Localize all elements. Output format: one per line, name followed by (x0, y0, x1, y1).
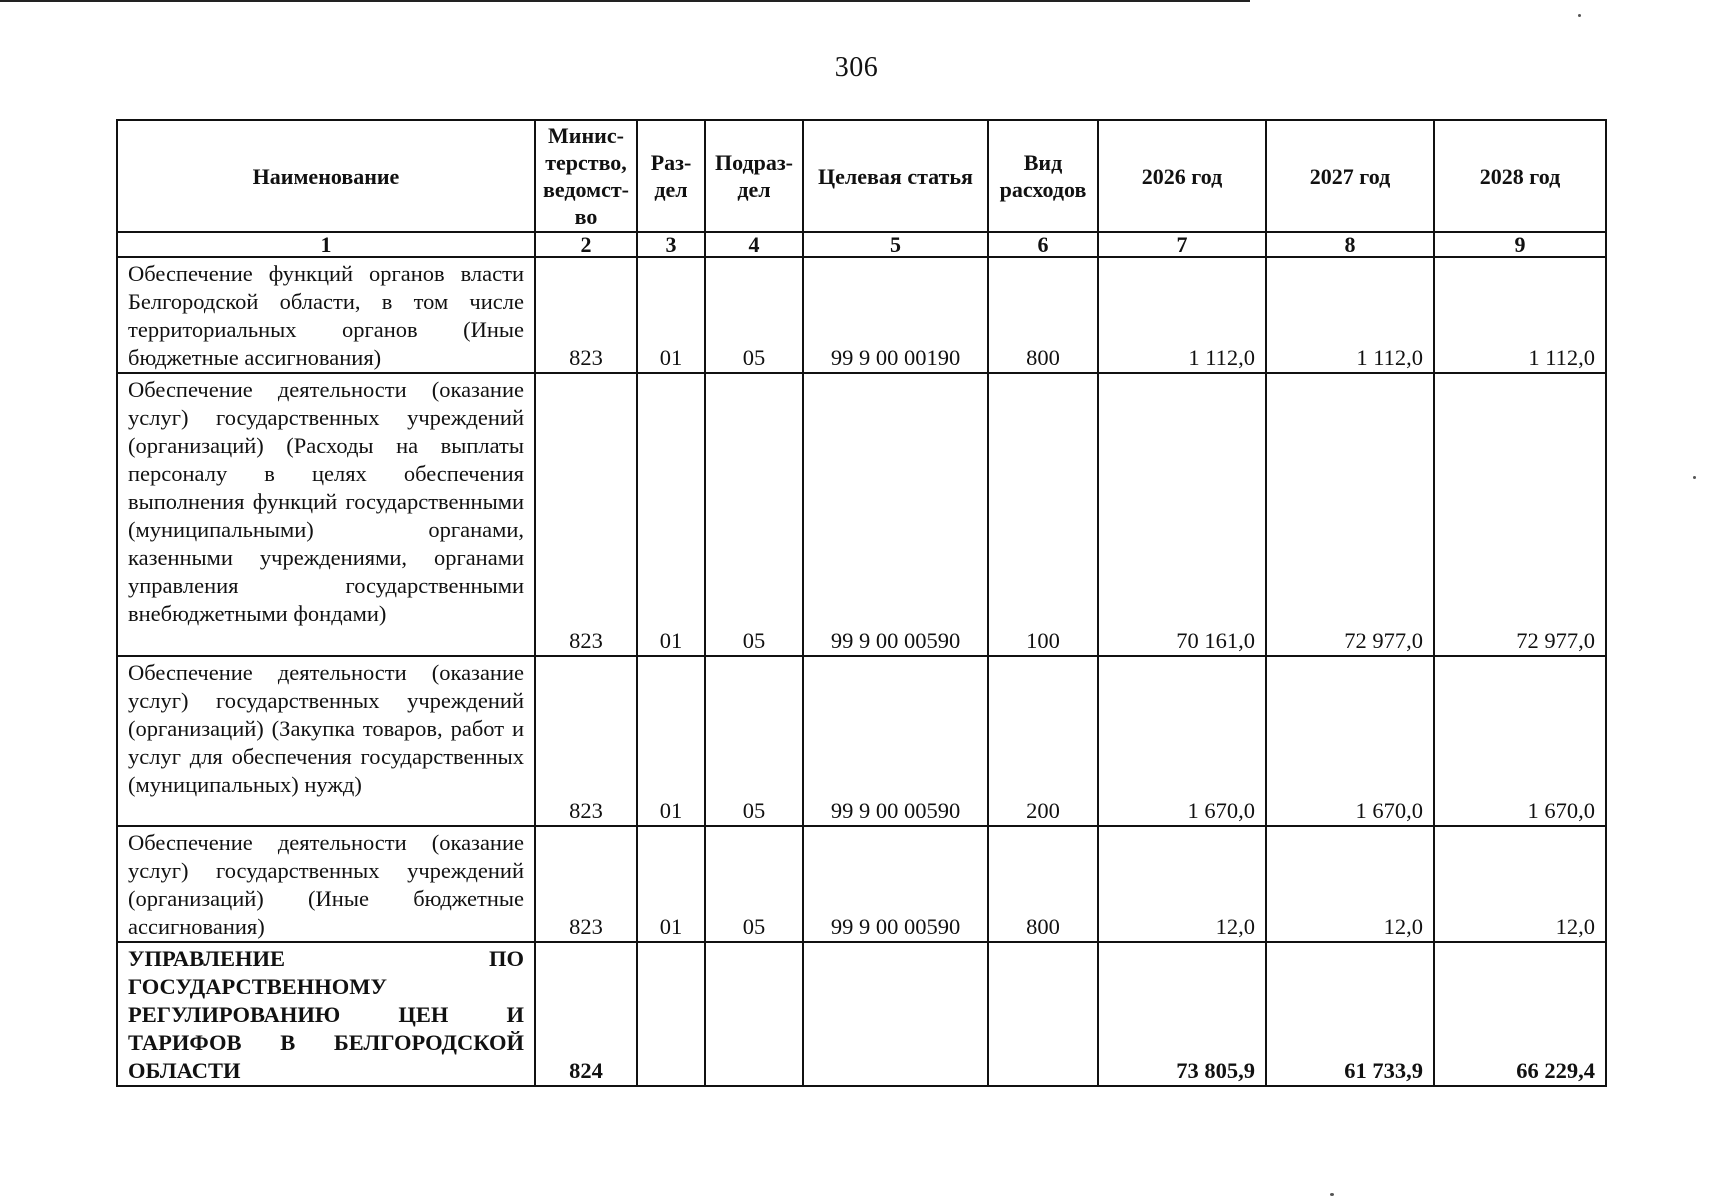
row-amount-2028: 1 112,0 (1434, 257, 1606, 373)
header-expense-type: Вид расходов (988, 120, 1098, 232)
row-section (637, 942, 705, 1086)
row-amount-2028: 72 977,0 (1434, 373, 1606, 656)
row-subsection (705, 942, 803, 1086)
row-section: 01 (637, 656, 705, 826)
header-name: Наименование (117, 120, 535, 232)
table-row (117, 257, 1606, 373)
row-expense-type: 100 (988, 373, 1098, 656)
row-subsection: 05 (705, 656, 803, 826)
row-section: 01 (637, 373, 705, 656)
row-name: УПРАВЛЕНИЕ ПО ГОСУДАРСТВЕННОМУ РЕГУЛИРОВАНИЮ ЦЕН И ТАРИФОВ В БЕЛГОРОДСКОЙ ОБЛАСТИ (117, 942, 535, 1086)
row-expense-type: 200 (988, 656, 1098, 826)
row-amount-2026: 73 805,9 (1098, 942, 1266, 1086)
row-amount-2027: 72 977,0 (1266, 373, 1434, 656)
scan-speck (1693, 476, 1696, 479)
budget-table (116, 119, 1607, 1087)
row-subsection: 05 (705, 257, 803, 373)
row-amount-2026: 1 112,0 (1098, 257, 1266, 373)
table-row (117, 942, 1606, 1086)
row-subsection: 05 (705, 373, 803, 656)
row-section: 01 (637, 826, 705, 942)
column-number: 4 (705, 232, 803, 257)
row-target-article: 99 9 00 00590 (803, 373, 988, 656)
scan-speck (1330, 1193, 1334, 1196)
row-expense-type: 800 (988, 257, 1098, 373)
header-subsection: Подраз-дел (705, 120, 803, 232)
row-ministry: 823 (535, 826, 637, 942)
row-ministry: 823 (535, 257, 637, 373)
row-amount-2027: 61 733,9 (1266, 942, 1434, 1086)
row-amount-2028: 1 670,0 (1434, 656, 1606, 826)
row-amount-2026: 12,0 (1098, 826, 1266, 942)
row-expense-type: 800 (988, 826, 1098, 942)
column-number: 6 (988, 232, 1098, 257)
header-year-2028: 2028 год (1434, 120, 1606, 232)
column-number: 9 (1434, 232, 1606, 257)
row-amount-2028: 12,0 (1434, 826, 1606, 942)
scan-speck (1578, 14, 1581, 17)
row-name: Обеспечение деятельности (оказание услуг) государственных учреждений (организаций) (Расходы на выплаты персоналу в целях обеспечения выполнения функций государственными (муниципальными) органами, казенными учреждениями, органами управления государственными внебюджетными фондами) (117, 373, 535, 656)
header-target-article: Целевая статья (803, 120, 988, 232)
column-number: 8 (1266, 232, 1434, 257)
row-ministry: 824 (535, 942, 637, 1086)
row-amount-2027: 1 112,0 (1266, 257, 1434, 373)
row-target-article (803, 942, 988, 1086)
table-row (117, 373, 1606, 656)
column-number-row (117, 232, 1606, 257)
row-ministry: 823 (535, 656, 637, 826)
column-number: 7 (1098, 232, 1266, 257)
row-target-article: 99 9 00 00590 (803, 826, 988, 942)
row-target-article: 99 9 00 00590 (803, 656, 988, 826)
header-section: Раз-дел (637, 120, 705, 232)
table-row (117, 826, 1606, 942)
column-number: 1 (117, 232, 535, 257)
row-amount-2026: 70 161,0 (1098, 373, 1266, 656)
row-name: Обеспечение деятельности (оказание услуг) государственных учреждений (организаций) (Закупка товаров, работ и услуг для обеспечения государственных (муниципальных) нужд) (117, 656, 535, 826)
table-row (117, 656, 1606, 826)
column-number: 3 (637, 232, 705, 257)
row-amount-2028: 66 229,4 (1434, 942, 1606, 1086)
row-amount-2027: 12,0 (1266, 826, 1434, 942)
header-row (117, 120, 1606, 232)
header-year-2026: 2026 год (1098, 120, 1266, 232)
header-year-2027: 2027 год (1266, 120, 1434, 232)
row-target-article: 99 9 00 00190 (803, 257, 988, 373)
row-expense-type (988, 942, 1098, 1086)
column-number: 5 (803, 232, 988, 257)
header-ministry: Минис-терство, ведомст-во (535, 120, 637, 232)
page-number: 306 (834, 52, 879, 83)
row-name: Обеспечение деятельности (оказание услуг) государственных учреждений (организаций) (Иные бюджетные ассигнования) (117, 826, 535, 942)
row-amount-2027: 1 670,0 (1266, 656, 1434, 826)
row-name: Обеспечение функций органов власти Белгородской области, в том числе территориальных органов (Иные бюджетные ассигнования) (117, 257, 535, 373)
row-subsection: 05 (705, 826, 803, 942)
row-amount-2026: 1 670,0 (1098, 656, 1266, 826)
column-number: 2 (535, 232, 637, 257)
row-section: 01 (637, 257, 705, 373)
top-scan-rule (0, 0, 1250, 2)
row-ministry: 823 (535, 373, 637, 656)
